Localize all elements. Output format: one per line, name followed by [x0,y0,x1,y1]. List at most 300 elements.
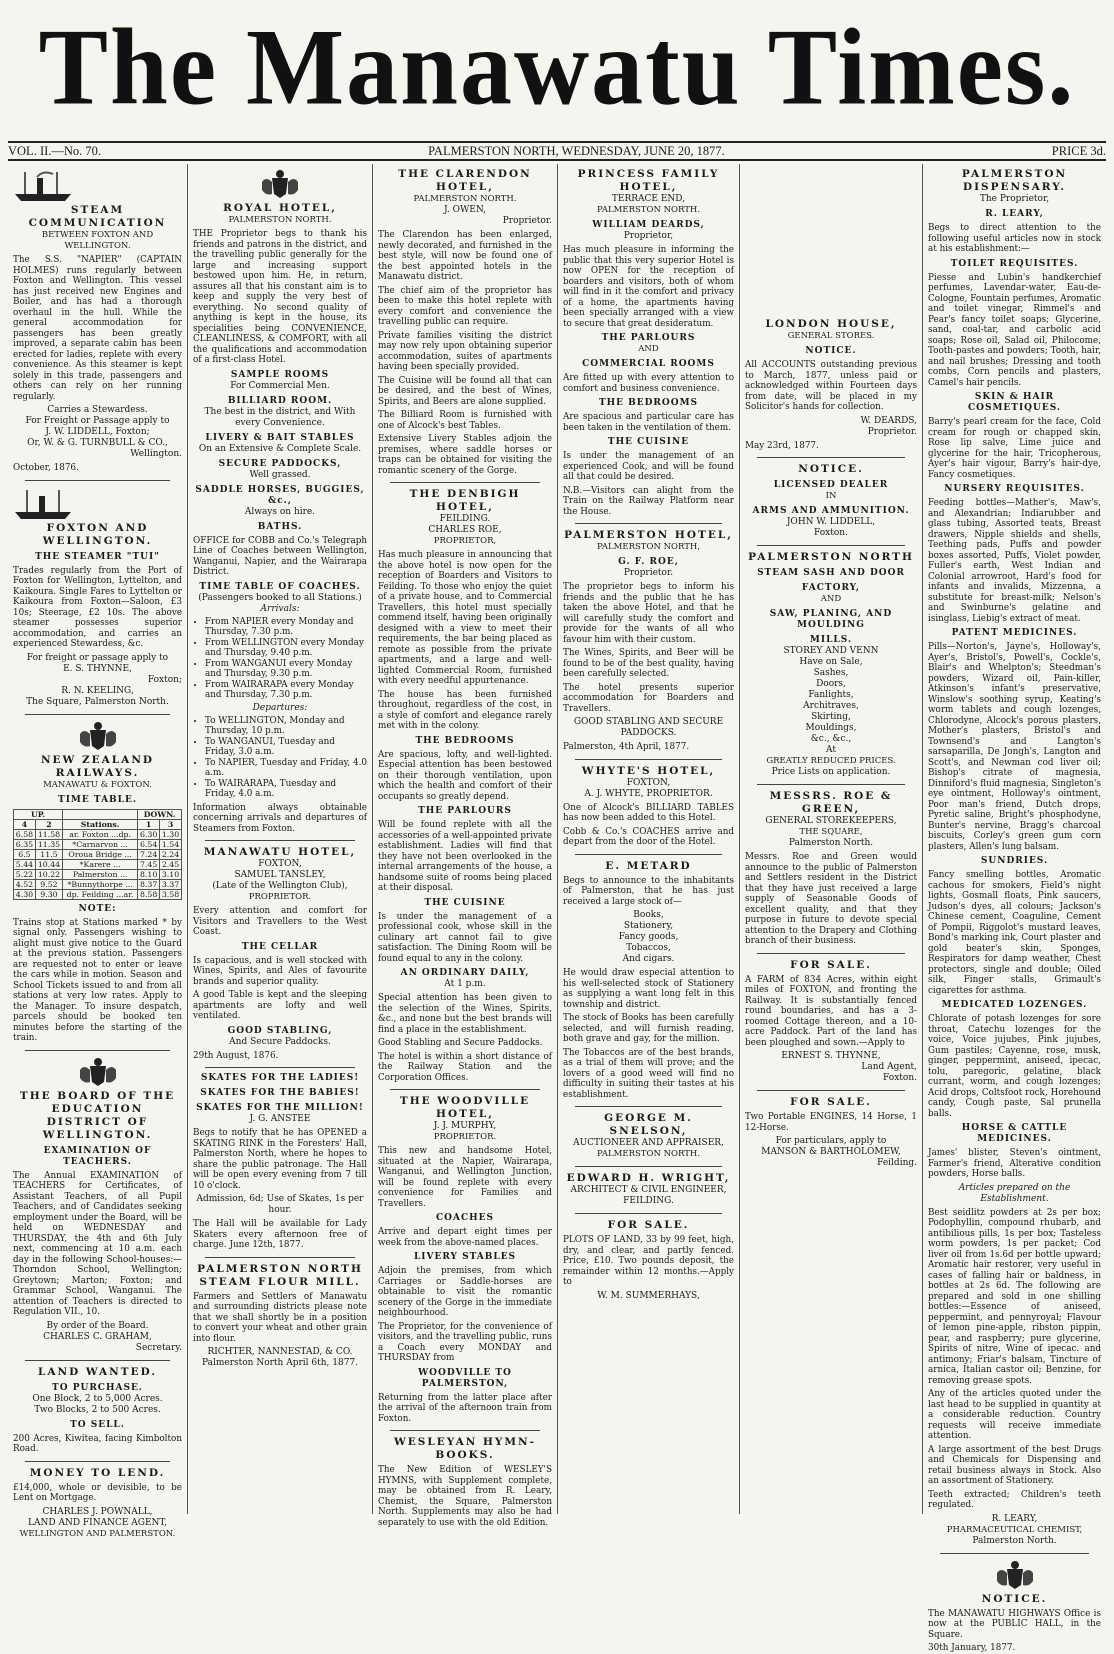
clarendon-owner: J. OWEN, [444,205,486,215]
steam-line: For Freight or Passage apply to [25,416,170,426]
note-heading: NOTE: [78,903,117,914]
timetable-cell: 6.58 [14,829,36,839]
palmerston-hotel-title: PALMERSTON HOTEL, [564,529,733,541]
timetable-cell: 10.44 [35,859,62,869]
dispensary-section-body: Best seidlitz powders at 2s per box; Podophyllin, compound rhubarb, and antibilious pills, 1s per box; Tasteless worm powders, 1s per packet; Cod liver oil from 1s.6d per bottle upward; Aromatic hair restorer, very useful in cases of falling hair or baldness, in bottles at 2s 6d. The following are prepared and sold in one shilling bottles:—Essence of aniseed, peppermint, and pennyroyal; Flavour of lemon pine-apple, ribston pippin, pear, and raspberry; pure glycerine, Spirits of nitre, Wine of ipecac. and antimony; Friar's balsam, Tincture of arnica, Italian castor oil; Benzine, for removing grease spots. [928,1207,1101,1386]
clarendon-body: Extensive Livery Stables adjoin the premises, where saddle horses or traps can be obtained for visiting the romantic scenery of the Gorge. [378,434,552,476]
palmerston-hotel-place: PALMERSTON NORTH, [596,542,701,552]
clarendon-body: The Clarendon has been enlarged, newly decorated, and furnished in the best style, will now be found one of the best appointed hotels in the Manawatu district. [378,230,552,282]
tui-subtitle: THE STEAMER "TUI" [35,551,160,562]
column-1 [8,164,188,1539]
manawatu-hotel-proprietor: PROPRIETOR. [248,892,312,902]
woodville-title: THE WOODVILLE HOTEL, [399,1095,531,1120]
palmerston-hotel-stabling: GOOD STABLING AND SECURE PADDOCKS. [573,717,724,738]
dispensary-section-body: Piesse and Lubin's handkerchief perfumes, Lavendar-water, Eau-de-Cologne, Fountain perfumes, Aromatic and toilet vinegar, Rimmel's and Pear's fancy toilet soaps; Glycerine, sand, coal-tar, and carbolic acid soaps; Rose oil, Salad oil, Philocome, Tooth-pastes and powders; Tooth, hair, and nail brushes; Dressing and tooth combs, Corn pencils and plasters, Camel's hair pencils. [928,272,1101,388]
denbigh-proprietor: PROPRIETOR, [433,536,497,546]
timetable-cell: 6.35 [14,839,36,849]
dispensary-signature-title: PHARMACEUTICAL CHEMIST, [946,1524,1083,1535]
arms-notice-line: ARMS AND AMMUNITION. [752,506,910,516]
steam-agent: J. W. LIDDELL, Foxton; [45,427,150,437]
timetable-cell: *Bunnythorpe ... [63,879,138,889]
timetable-header-row [14,819,182,829]
timetable-row [14,839,182,849]
arrival-item: • From WAIRARAPA every Monday and Thursday, 7.30 p.m. [205,680,367,701]
woodville-body: Returning from the latter place after the arrival of the afternoon train from Foxton. [378,1392,552,1424]
divider [757,953,905,954]
metard-body: Begs to announce to the inhabitants of Palmerston, that he has just received a large stock of— [563,875,734,907]
denbigh-body: Special attention has been given to the selection of the Wines, Spirits, &c., and none but the best brands will find a place in the establishment. [378,993,552,1035]
manawatu-hotel-place: FOXTON, [258,859,302,869]
divider [205,840,355,841]
divider [205,1067,355,1068]
coach-info: Information always obtainable concerning arrivals and departures of Steamers from Foxton. [193,802,367,834]
timetable-cell: 5.44 [14,859,36,869]
roe-green-square: THE SQUARE, [799,827,863,837]
skates-ad [193,1073,367,1251]
land-item: 200 Acres, Kiwitea, facing Kimbolton Road. [13,1433,182,1454]
palmerston-hotel-ad [563,529,734,753]
plots-body: PLOTS OF LAND, 33 by 99 feet, high, dry, and clear, and partly fenced. Price, £10. Two pounds deposit, the remainder within 12 months.—Apply to [563,1235,734,1287]
dispensary-section: HORSE & CATTLE MEDICINES. [961,1123,1068,1144]
divider [575,1106,722,1107]
princess-note: N.B.—Visitors can alight from the Train on the Railway Platform near the House. [563,485,734,517]
engines-signature: MANSON & BARTHOLOMEW, [761,1147,901,1157]
snelson-title: GEORGE M. SNELSON, [604,1112,693,1137]
dispensary-ad [928,168,1101,1547]
money-signature: WELLINGTON AND PALMERSTON. [19,1528,176,1539]
denbigh-section: THE PARLOURS [418,806,512,816]
arms-notice-title: NOTICE. [798,463,864,475]
timetable-cell: 2.24 [160,849,182,859]
metard-body: He would draw especial attention to his well-selected stock of Stationery as supplying a want long felt in this township and district. [563,968,734,1010]
dispensary-section: NURSERY REQUISITES. [944,484,1085,494]
dispensary-section-body: Fancy smelling bottles, Aromatic cachous for smokers, Field's night lights, Gosmall floats, Pink saucers, Judson's dyes, all colours; Jackson's Chinese cement, Coaguline, Cement of Pompii, Riggolot's mustard leaves, Bond's marking ink, Court plaster and gold beater's skin, Sponges, Respirators for damp weather, Chest protectors, single and double; Oiled silk, Finger stalls, Grimault's cigarettes for asthma. [928,870,1101,996]
princess-title: PRINCESS FAMILY HOTEL, [577,168,720,193]
princess-proprietor: Proprietor, [623,231,674,241]
flour-mill-body: Farmers and Settlers of Manawatu and surrounding districts please note that we shall shortly be in a position to convert your wheat and other grain into flour. [193,1291,367,1344]
dispensary-proprietor: The Proprietor, [979,194,1050,204]
wright-ad [563,1172,734,1207]
steam-title: STEAM COMMUNICATION [28,204,167,229]
arms-notice-place: Foxton. [814,528,848,538]
woodville-hotel-ad [378,1095,552,1424]
denbigh-body: The hotel is within a short distance of the Railway Station and the Corporation Offices. [378,1051,552,1083]
railways-subtitle: MANAWATU & FOXTON. [43,779,152,790]
sash-factory-owners: STOREY AND VENN [783,646,879,656]
skates-admission: Admission, 6d; Use of Skates, 1s per hour. [196,1194,364,1215]
clarendon-place: PALMERSTON NORTH. [413,194,517,204]
palmerston-hotel-owner: G. F. ROE, [618,557,679,567]
skates-title: SKATES FOR THE MILLION! [196,1103,364,1113]
princess-and: AND [638,344,659,354]
tui-title: FOXTON AND WELLINGTON. [42,521,153,547]
timetable-cell: 6.30 [138,829,160,839]
princess-place: PALMERSTON NORTH. [596,205,701,215]
roe-green-place: Palmerston North. [788,838,874,848]
sash-factory-item: Mouldings, [805,723,857,733]
manawatu-hotel-ad [193,846,367,1061]
divider [575,1213,722,1214]
dispensary-section: SUNDRIES. [980,856,1049,866]
divider [25,714,170,715]
education-signature-title: Secretary. [135,1342,182,1353]
land-item: Two Blocks, 2 to 500 Acres. [34,1404,161,1415]
highways-notice-title: NOTICE. [981,1592,1048,1605]
steam-date: October, 1876. [13,463,79,473]
sash-factory-sub: FACTORY, [801,583,861,593]
princess-body: Are spacious and particular care has been taken in the ventilation of them. [563,412,734,433]
timetable-row [14,889,182,899]
newspaper-title: The Manawatu Times. [38,7,1076,128]
land-purchase-heading: TO PURCHASE. [52,1382,143,1393]
tui-agent: R. N. KEELING, [61,685,134,696]
royal-section: SADDLE HORSES, BUGGIES, &c., [195,484,365,506]
highways-notice-body: The MANAWATU HIGHWAYS Office is now at the PUBLIC HALL, in the Square. [928,1608,1101,1640]
flour-mill-title: PALMERSTON NORTH STEAM FLOUR MILL. [197,1262,363,1288]
manawatu-hotel-owner: SAMUEL TANSLEY, [234,870,326,880]
timetable-cell: 4.52 [14,879,36,889]
steamship-icon [13,168,73,204]
coat-of-arms-icon [76,720,120,752]
railways-title: NEW ZEALAND RAILWAYS. [40,753,155,779]
woodville-section: LIVERY STABLES [413,1252,517,1262]
sash-factory-item: Doors, [816,679,846,689]
clarendon-body: The chief aim of the proprietor has been to make this hotel replete with every comfort and convenience the travelling public can require. [378,285,552,327]
manawatu-hotel-title: MANAWATU HOTEL, [203,846,357,858]
divider [25,480,170,481]
farm-signature: ERNEST S. THYNNE, [781,1051,881,1061]
roe-green-sub: GENERAL STOREKEEPERS, [765,816,897,826]
timetable-cell: 4.30 [14,889,36,899]
timetable-cell: 3.58 [160,889,182,899]
education-body: The Annual EXAMINATION of TEACHERS for Certificates, of Assistant Teachers, of all Pupil Teachers, and of Candidates seeking employment under the Board, will be held on WEDNESDAY and THURSDAY, the 4th and 6th July next, commencing at 10 a.m. each day in the following School-houses:—Thorndon School, Wellington; Greytown; Marton; Foxton; and Grammar School, Wanganui. The attention of Teachers is directed to Regulation VII., 10. [13,1170,182,1317]
sash-factory-title: PALMERSTON NORTH [748,551,914,563]
flour-mill-signature: RICHTER, NANNESTAD, & CO. [207,1347,353,1357]
timetable-header-cell: 4 [14,819,36,829]
sash-factory-item: &c., &c., [810,734,852,744]
princess-section: THE CUISINE [607,437,690,447]
timetable-up: UP. [14,809,63,819]
metard-item: Tobaccos, [626,943,671,953]
denbigh-ordinary-time: At 1 p.m. [444,979,486,989]
departure-item: • To WANGANUI, Tuesday and Friday, 3.0 a.m. [205,737,367,758]
steam-body: The S.S. "NAPIER" (CAPTAIN HOLMES) runs regularly between Foxton and Wellington. This vessel has just received new Engines and Boiler, and has had a thorough overhaul in the hull. While the general accommodation for passengers has been greatly improved, a separate cabin has been erected for ladies, replete with every convenience. As this steamer is kept solely in this trade, passengers and others can rely on her running regularly. [13,255,182,402]
dispensary-section: SKIN & HAIR COSMETIQUES. [967,392,1062,413]
divider [390,482,540,483]
farm-for-sale-ad [745,959,917,1085]
royal-section: BILLIARD ROOM. [227,395,333,406]
royal-section: SAMPLE ROOMS [230,369,330,380]
london-house-proprietor: Proprietor. [867,426,917,437]
timetable-cell: 2.45 [160,859,182,869]
royal-hotel-title: ROYAL HOTEL, [223,202,337,214]
sash-factory-have: Have on Sale, [799,657,863,667]
royal-hotel-ad [193,168,367,834]
plots-signature: W. M. SUMMERHAYS, [597,1290,700,1301]
divider [757,784,905,785]
timetable-cell: dp. Feilding ...ar. [63,889,138,899]
engines-apply: For particulars, apply to [775,1136,887,1146]
dispensary-signature-place: Palmerston North. [972,1535,1057,1546]
timetable-header-cell: Stations. [63,819,138,829]
flour-mill-date: Palmerston North April 6th, 1877. [201,1358,359,1368]
manawatu-hotel-body: Every attention and comfort for Visitors and Travellers to the West Coast. [193,906,367,937]
denbigh-place: FEILDING. [439,514,491,524]
divider [757,1090,905,1091]
sash-factory-list: Price Lists on application. [771,767,891,777]
education-order: By order of the Board. [46,1320,149,1331]
arms-notice-line: LICENSED DEALER [773,480,889,490]
steam-agent-place: Wellington. [130,449,182,459]
farm-signature-place: Foxton. [883,1073,917,1083]
royal-section: BATHS. [257,521,303,532]
timetable-cell: 5.22 [14,869,36,879]
departures-heading: Departures: [252,702,308,713]
land-item: One Block, 2 to 5,000 Acres. [32,1393,163,1404]
stabling-heading: GOOD STABLING, [227,1025,333,1036]
whytes-title: WHYTE'S HOTEL, [581,764,716,777]
coach-timetable-title: TIME TABLE OF COACHES. [199,581,361,592]
timetable-row [14,879,182,889]
highways-notice-ad [928,1559,1101,1654]
coach-timetable-sub: (Passengers booked to all Stations.) [198,592,362,603]
sash-factory-item: Architraves, [803,701,859,711]
wright-place: FEILDING. [623,1196,674,1206]
royal-hotel-place: PALMERSTON NORTH. [228,215,332,225]
timetable-header-cell: 1 [138,819,160,829]
woodville-body: Arrive and depart eight times per week from the above-named places. [378,1227,552,1248]
palmerston-hotel-body: The hotel presents superior accommodation for Boarders and Travellers. [563,682,734,714]
coat-of-arms-icon [76,1056,120,1088]
london-house-date: May 23rd, 1877. [745,440,819,451]
royal-section-text: Always on hire. [244,506,316,517]
dispensary-name: R. LEARY, [985,209,1044,219]
sash-factory-sub: SAW, PLANING, AND MOULDING [769,609,893,630]
timetable-cell: 9.52 [35,879,62,889]
snelson-place: PALMERSTON NORTH. [596,1149,701,1159]
timetable-row [14,869,182,879]
dispensary-section: PATENT MEDICINES. [951,628,1078,638]
metard-body: The stock of Books has been carefully selected, and will furnish reading, both grave and gay, for the million. [563,1013,734,1044]
royal-section-text: The best in the district, and With every Convenience. [204,406,356,428]
london-house-body: All ACCOUNTS outstanding previous to March, 1877, unless paid or acknowledged within Fourteen days from date, will be placed in my Solicitor's hands for collection. [745,360,917,412]
wright-title: EDWARD H. WRIGHT, [566,1172,731,1184]
divider [575,1166,722,1167]
sash-factory-price: GREATLY REDUCED PRICES. [766,756,896,766]
divider [575,759,722,760]
departure-item: • To WAIRARAPA, Tuesday and Friday, 4.0 a.m. [205,779,367,800]
roe-green-title: MESSRS. ROE & GREEN, [769,790,893,815]
dispensary-section-body: Chlorate of potash lozenges for sore throat, Catechu lozenges for the voice, Voice jujubes, Pink jujubes, Gum pastiles; Cayenne, rose, musk, ginger, peppermint, aniseed, ipecac, tolu, paregoric, gelatine, black currant, worm, and cough lozenges; Acid drops, Coltsfoot rock, Horehound candy, Cough paste, Sal prunella balls. [928,1014,1101,1119]
metard-title: E. METARD [605,859,692,872]
woodville-proprietor: PROPRIETOR. [433,1132,497,1142]
education-signature: CHARLES C. GRAHAM, [43,1331,152,1342]
palmerston-hotel-body: The proprietor begs to inform his friends and the public that he has taken the above Hotel, and that he will carefully study the comfort and provide for the wants of all who favour him with their custom. [563,582,734,645]
denbigh-body: Will be found replete with all the accessories of a well-appointed private establishment. Ladies will find that they have not been overlooked in the internal arrangements of the house, a handsome suite of rooms being placed at their disposal. [378,820,552,893]
divider [757,457,905,458]
plots-for-sale-ad [563,1219,734,1302]
sash-factory-item: Skirting, [811,712,851,722]
flour-mill-ad [193,1263,367,1370]
land-wanted-ad [13,1366,182,1455]
land-title: LAND WANTED. [38,1365,157,1378]
cellar-heading: THE CELLAR [241,941,319,952]
timetable-cell: 8.10 [138,869,160,879]
denbigh-title: THE DENBIGH HOTEL, [409,488,521,513]
skates-ladies: The Hall will be available for Lady Skaters every afternoon free of charge. June 12th, 1877. [193,1219,367,1250]
skates-title: SKATES FOR THE BABIES! [200,1088,360,1098]
whytes-body: One of Alcock's BILLIARD TABLES has now been added to this Hotel. [563,802,734,823]
timetable-cell: 11.58 [35,829,62,839]
clarendon-body: The Billiard Room is furnished with one of Alcock's best Tables. [378,410,552,431]
denbigh-body: Is under the management of a professional cook, whose skill in the culinary art cannot fail to give satisfaction. The Dining Room will be found equal to any in the colony. [378,911,552,964]
timetable-cell: Palmerston ... [63,869,138,879]
arms-notice-line: IN [825,491,837,501]
tui-agent-place: Foxton; [147,674,182,685]
sash-factory-sub: MILLS. [809,635,853,645]
timetable-heading: TIME TABLE. [58,794,137,805]
arrivals-list [193,617,367,701]
divider [205,1257,355,1258]
land-sell-heading: TO SELL. [70,1419,125,1430]
column-4 [558,164,740,1514]
coat-of-arms-icon [258,168,302,200]
royal-section-text: For Commercial Men. [230,380,330,391]
columns [8,164,1106,1653]
dateline [8,141,1106,161]
dispensary-note: Teeth extracted; Children's teeth regulated. [928,1489,1101,1510]
woodville-route: WOODVILLE TO PALMERSTON, [418,1367,512,1389]
dispensary-section: Articles prepared on the Establishment. [958,1182,1071,1204]
timetable-cell: 3.37 [160,879,182,889]
timetable-cell: 11.35 [35,839,62,849]
timetable-cell: 1.54 [160,839,182,849]
royal-hotel-body: THE Proprietor begs to thank his friends and patrons in the district, and the travelling public generally for the large and increasing support bestowed upon him. He, in return, assures all that his constant aim is to keep and supply the very best of everything. No second quality of anything is kept in the house, its specialities being CONVENIENCE, CLEANLINESS, & COMFORT, with all the qualifications and accommodation of a first-class Hotel. [193,229,367,365]
metard-item: Stationery, [623,921,674,931]
whytes-body: Cobb & Co.'s COACHES arrive and depart from the door of the Hotel. [563,826,734,847]
steam-agent: Or, W. & G. TURNBULL & CO., [27,438,168,448]
princess-body: Are fitted up with every attention to comfort and business convenience. [563,373,734,394]
timetable-cell: 8.37 [138,879,160,889]
divider [940,1553,1089,1554]
farm-title: FOR SALE. [790,958,872,971]
clarendon-body: Private families visiting the district may now rely upon obtaining superior accommodation, suites of apartments having been specially provided. [378,330,552,372]
princess-hotel-ad [563,168,734,517]
london-house-signature: W. DEARDS, [860,415,917,426]
departure-item: • To WELLINGTON, Monday and Thursday, 10 p.m. [205,716,367,737]
timetable-cell: 7.45 [138,859,160,869]
arms-notice-ad [745,463,917,539]
dispensary-section: MEDICATED LOZENGES. [941,1000,1088,1010]
hymn-body: The New Edition of WESLEY'S HYMNS, with Supplement complete, may be obtained from R. Leary, Chemist, the Square, Palmerston North. Supplements may also be had separately to use with the old Edition. [378,1465,552,1528]
woodville-owner: J. J. MURPHY, [433,1121,497,1131]
snelson-sub: AUCTIONEER AND APPRAISER, [573,1138,724,1148]
education-title: THE BOARD OF THE EDUCATION DISTRICT OF WELLINGTON. [19,1089,176,1141]
london-house-sub: GENERAL STORES. [787,331,875,341]
departure-item: • To NAPIER, Tuesday and Friday, 4.0 a.m. [205,758,367,779]
denbigh-section: THE CUISINE [424,897,506,908]
arrival-item: • From WELLINGTON every Monday and Thursday, 9.40 p.m. [205,638,367,659]
skates-title: SKATES FOR THE LADIES! [200,1073,360,1083]
royal-section: SECURE PADDOCKS, [218,458,342,469]
arrival-item: • From WANGANUI every Monday and Thursday, 9.30 p.m. [205,659,367,680]
railways-ad [13,720,182,1044]
dispensary-note: Any of the articles quoted under the last head to be supplied in quantity at a considerable reduction. Country requests will receive immediate attention. [928,1389,1101,1441]
metard-body: The Tobaccos are of the best brands, as a trial of them will prove; and the lovers of a good weed will find no difficulty in suiting their tastes at his establishment. [563,1047,734,1100]
timetable-cell: 7.24 [138,849,160,859]
dispensary-title: PALMERSTON DISPENSARY. [961,168,1068,193]
timetable-cell: *Karere ... [63,859,138,869]
tui-steamer-ad [13,486,182,708]
departures-list [193,716,367,800]
clarendon-proprietor: Proprietor. [502,216,552,226]
timetable-row [14,859,182,869]
denbigh-section: AN ORDINARY DAILY, [400,968,530,978]
column-2 [188,164,373,1514]
whytes-owner: A. J. WHYTE, PROPRIETOR. [584,788,713,799]
money-to-lend-ad [13,1467,182,1540]
divider [757,545,905,546]
dispensary-section-body: Pills—Norton's, Jayne's, Holloway's, Ayer's, Bristol's, Powell's, Cockle's, Blair's and Whelpton's; Steedman's powders, Wizard oil, Pain-killer, Atkinson's infant's preservative, Winslow's soothing syrup, Keating's worm tablets and cough lozenges, Chlorodyne, Alcock's porous plasters, Mother's plasters, Bristol's and Townsend's and Langton's sarsaparilla, De Jongh's, Langton and Scott's, and Newman cod liver oil; Bishop's citrate of magnesia, Dinniford's fluid magnesia, Singleton's eye ointment, Holloway's ointment, Poor man's friend, Dutch drops, Pyretic saline, Bright's phosphodyne, Bunter's nervine, Bragg's charcoal biscuits, Corley's green gum corn plasters, Allen's lung balsam. [928,642,1101,852]
divider [575,523,722,524]
timetable-cell: 3.10 [160,869,182,879]
manawatu-hotel-late: (Late of the Wellington Club), [212,881,348,891]
london-house-notice: NOTICE. [805,346,857,356]
denbigh-body: Has much pleasure in announcing that the above hotel is now open for the reception of Boarders and Visitors to Feilding. To those who enjoy the quiet of a private house, and to Commercial Travellers, this hotel must specially commend itself, having been originally designed with a view to meet their requirements, the bar being placed as remote as possible from the private apartments, and a large and well-lighted Commercial Room, furnished with every needful appurtenance. [378,550,552,686]
railway-note: Trains stop at Stations marked * by signal only. Passengers wishing to alight must give notice to the Guard at the previous station. Passengers are requested not to enter or leave the cars while in motion. Season and School Tickets issued to and from all stations at very low rates. Apply to the Manager. To insure despatch, parcels should be booked ten minutes before the starting of the train. [13,917,182,1043]
snelson-ad [563,1112,734,1160]
table-text: A good Table is kept and the sleeping apartments are lofty and well ventilated. [193,990,367,1021]
skates-body: Begs to notify that he has OPENED a SKATING RINK in the Foresters' Hall, Palmerston North, where he hopes to share the public patronage. The Hall will be open every evening from 7 till 10 o'clock. [193,1128,367,1191]
metard-ad [563,860,734,1101]
timetable-cell: 11.5 [35,849,62,859]
denbigh-section: THE BEDROOMS [415,735,515,746]
woodville-body: The Proprietor, for the convenience of visitors, and the travelling public, runs a Coach every MONDAY and THURSDAY from [378,1321,552,1363]
tui-agent: E. S. THYNNE, [63,663,132,674]
princess-section: THE BEDROOMS [598,398,699,408]
engines-for-sale-ad [745,1096,917,1169]
metard-item: And cigars. [622,954,675,964]
steam-line: Carries a Stewardess. [47,405,148,415]
blank-space [745,164,917,314]
arrival-item: • From NAPIER every Monday and Thursday, 7.30 p.m. [205,617,367,638]
engines-title: FOR SALE. [790,1096,872,1108]
princess-body: Is under the management of an experienced Cook, and will be found all that could be desired. [563,451,734,482]
manawatu-hotel-date: 29th August, 1876. [193,1050,279,1061]
coach-office-text: OFFICE for COBB and Co.'s Telegraph Line of Coaches between Wellington, Wanganui, Napier, and the Wairarapa District. [193,535,367,577]
money-signature: LAND AND FINANCE AGENT, [28,1517,167,1528]
clarendon-title: THE CLARENDON HOTEL, [398,168,532,193]
woodville-body: This new and handsome Hotel, situated at the Napier, Wairarapa, Wanganui, and Wellington Junction, will be found replete with every convenience for Families and Travellers. [378,1146,552,1209]
whytes-hotel-ad [563,765,734,848]
palmerston-hotel-proprietor: Proprietor. [623,568,674,578]
princess-section: COMMERCIAL ROOMS [582,359,715,369]
timetable-header-cell: 3 [160,819,182,829]
column-3 [373,164,558,1528]
tui-apply: For freight or passage apply to [26,652,169,663]
steam-subtitle: BETWEEN FOXTON AND WELLINGTON. [41,230,154,251]
column-6 [923,164,1106,1653]
sash-factory-items [745,668,917,745]
london-house-ad [745,318,917,451]
palmerston-hotel-date: Palmerston, 4th April, 1877. [563,742,690,752]
education-subtitle: EXAMINATION OF TEACHERS. [43,1145,152,1167]
divider [25,1461,170,1462]
farm-signature-title: Land Agent, [861,1062,917,1072]
dispensary-section-body: Feeding bottles—Mather's, Maw's, and Alexandrian; Indiarubber and glass tubing, Assorted teats, Breast drawers, Nipple shields and shells, Teething pads, Puffs and powder boxes assorted, Puffs, Violet powder, Fuller's earth, West Indian and Colonial arrowroot, Hard's food for infants and invalids, Mizzenna, a substitute for breast-milk; Nelson's and Swinburne's gelatine and isinglass, Liebig's extract of meat. [928,498,1101,624]
sash-factory-and: AND [820,594,842,604]
divider [390,1089,540,1090]
